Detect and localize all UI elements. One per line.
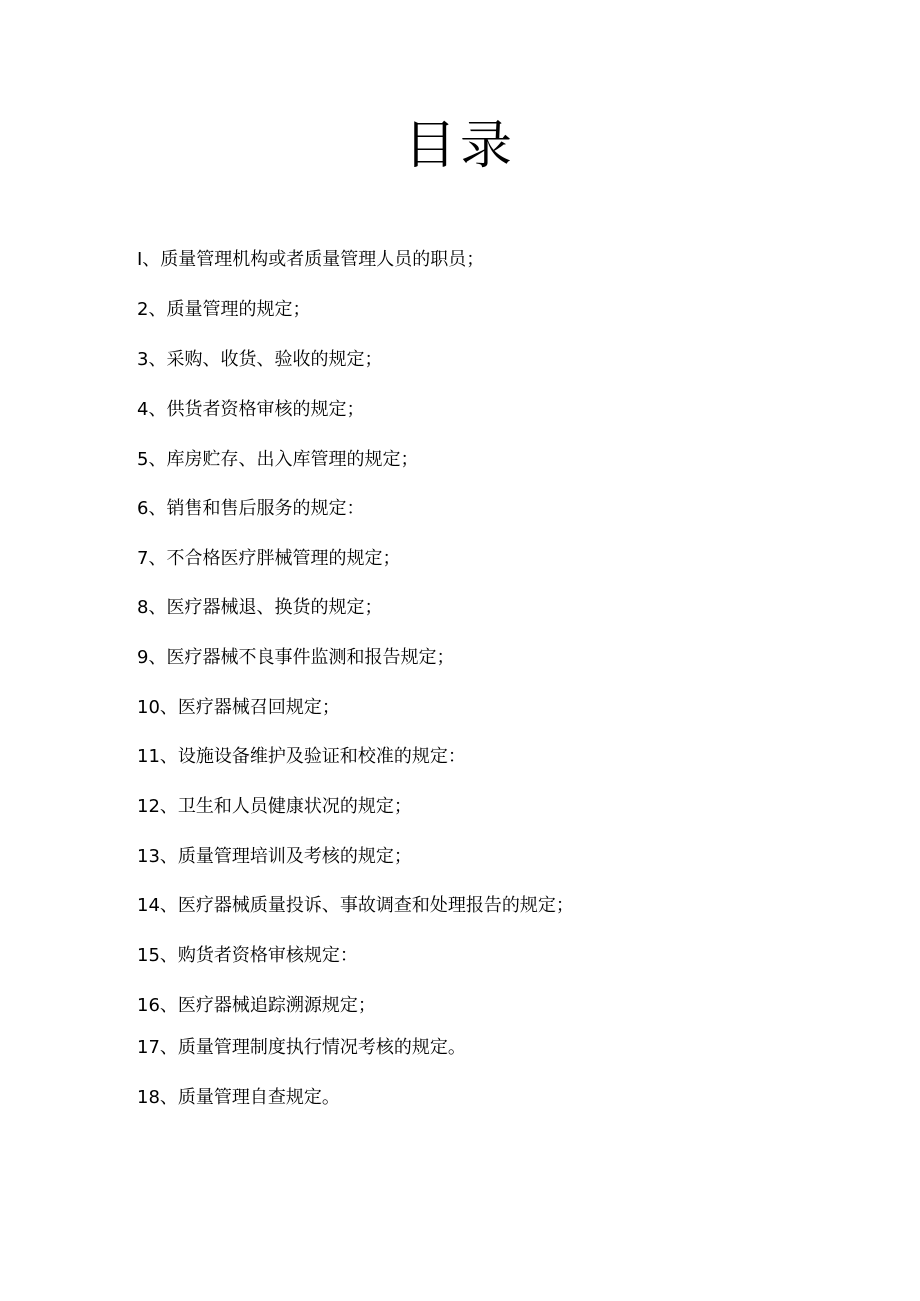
toc-item-7: 7、不合格医疗胖械管理的规定； xyxy=(137,548,401,569)
toc-item-4: 4、供货者资格审核的规定； xyxy=(137,399,365,420)
toc-item-18: 18、质量管理自查规定。 xyxy=(137,1087,340,1108)
toc-item-2: 2、质量管理的规定； xyxy=(137,299,311,320)
toc-item-12: 12、卫生和人员健康状况的规定； xyxy=(137,796,412,817)
toc-item-5: 5、库房贮存、出入库管理的规定； xyxy=(137,449,419,470)
toc-item-17: 17、质量管理制度执行情况考核的规定。 xyxy=(137,1037,466,1058)
toc-item-15: 15、购货者资格审核规定： xyxy=(137,945,358,966)
toc-item-10: 10、医疗器械召回规定； xyxy=(137,697,340,718)
toc-item-9: 9、医疗器械不良事件监测和报告规定； xyxy=(137,647,455,668)
toc-item-13: 13、质量管理培训及考核的规定； xyxy=(137,846,412,867)
toc-item-11: 11、设施设备维护及验证和校准的规定： xyxy=(137,746,466,767)
toc-item-6: 6、销售和售后服务的规定： xyxy=(137,498,365,519)
toc-item-1: I、质量管理机构或者质量管理人员的职员； xyxy=(137,249,485,270)
toc-item-8: 8、医疗器械退、换货的规定； xyxy=(137,597,383,618)
toc-item-14: 14、医疗器械质量投诉、事故调查和处理报告的规定； xyxy=(137,895,574,916)
toc-item-16: 16、医疗器械追踪溯源规定； xyxy=(137,995,376,1016)
page-title: 目录 xyxy=(403,116,516,176)
toc-item-3: 3、采购、收货、验收的规定； xyxy=(137,349,383,370)
